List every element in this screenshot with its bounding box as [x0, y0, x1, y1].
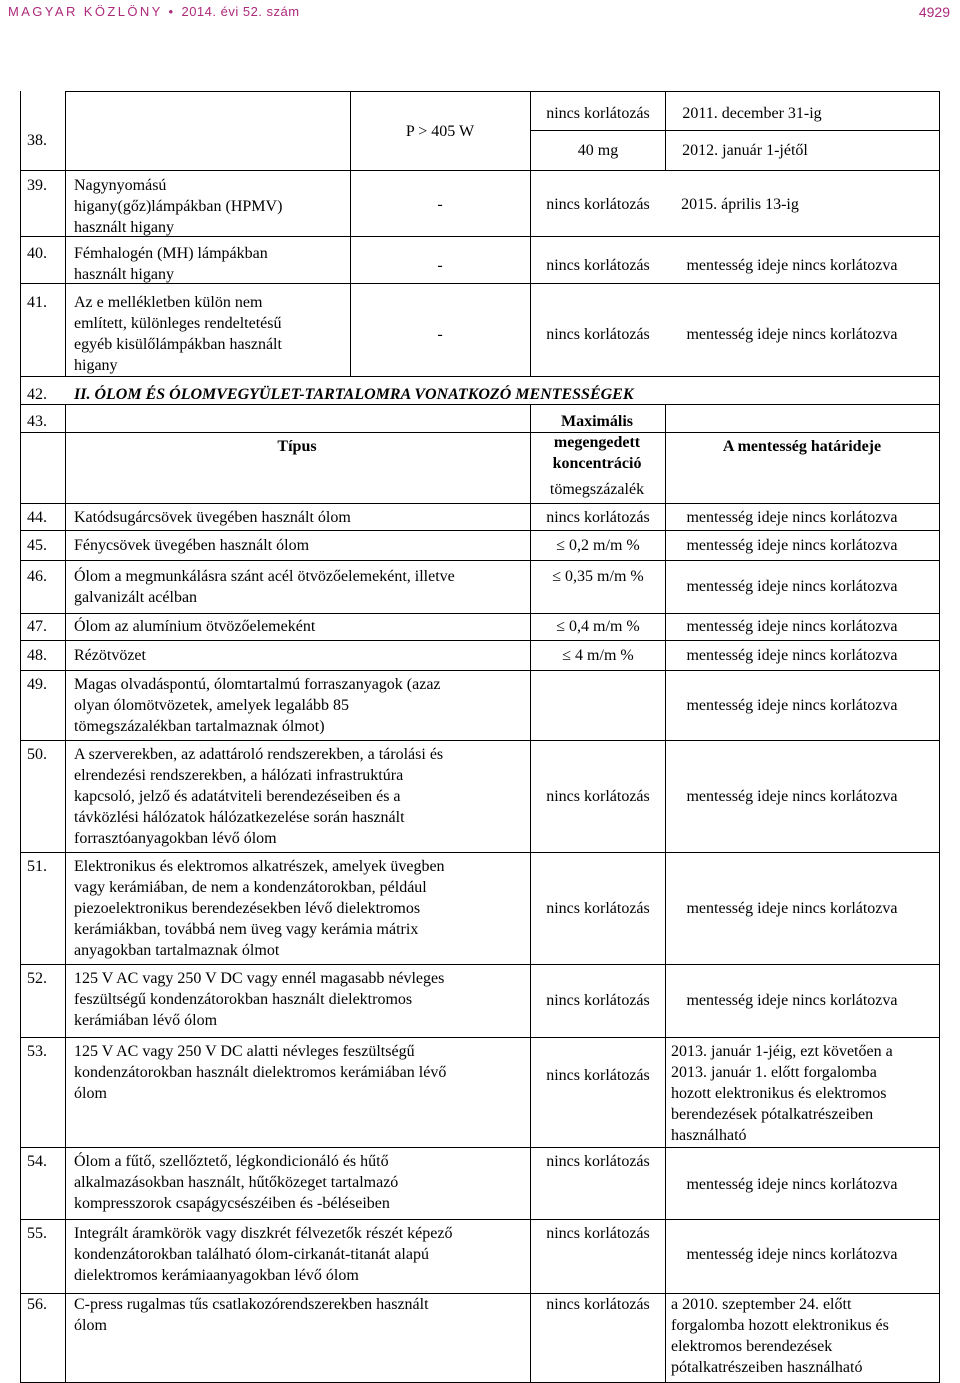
deadline-value: mentesség ideje nincs korlátozva	[686, 326, 898, 343]
deadline-value: mentesség ideje nincs korlátozva	[686, 537, 898, 554]
issue-label: 2014. évi 52. szám	[181, 4, 300, 19]
type-value: -	[437, 257, 443, 274]
column-header-max: koncentráció	[552, 455, 642, 472]
type-value: -	[437, 196, 443, 213]
row-number: 52.	[27, 970, 47, 987]
row-description: A szerverekben, az adattároló rendszerekben, a tárolási és	[74, 746, 444, 763]
row-number: 42.	[27, 386, 47, 403]
row-description: vagy kerámiában, de nem a kondenzátorokban, például	[74, 879, 427, 896]
row-divider	[20, 503, 940, 504]
row-number: 48.	[27, 647, 47, 664]
row-divider	[20, 852, 940, 853]
concentration-value: nincs korlátozás	[546, 509, 650, 526]
page-number: 4929	[918, 4, 950, 20]
deadline-value: pótalkatrészeiben használható	[671, 1359, 863, 1376]
concentration-value: nincs korlátozás	[546, 196, 650, 213]
row-number: 46.	[27, 568, 47, 585]
row-number: 50.	[27, 746, 47, 763]
row-description: Ólom az alumínium ötvözőelemeként	[74, 618, 316, 635]
row-description: kondenzátorokban található ólom-cirkanát-titanát alapú	[74, 1246, 429, 1263]
row-description: Ólom a megmunkálásra szánt acél ötvözőelemeként, illetve	[74, 568, 455, 585]
row-divider	[20, 640, 940, 641]
deadline-value: mentesség ideje nincs korlátozva	[686, 992, 898, 1009]
row-description: alkalmazásokban használt, hűtőközeget tartalmazó	[74, 1174, 399, 1191]
deadline-value: mentesség ideje nincs korlátozva	[686, 618, 898, 635]
row-description: C-press rugalmas tűs csatlakozórendszerekben használt	[74, 1296, 429, 1313]
deadline-value: hozott elektronikus és elektromos	[671, 1085, 887, 1102]
concentration-value: ≤ 0,4 m/m %	[556, 618, 640, 635]
number-column-divider	[65, 91, 66, 376]
row-description: Integrált áramkörök vagy diszkrét félvezetők részét képező	[74, 1225, 453, 1242]
concentration-value: nincs korlátozás	[546, 1067, 650, 1084]
deadline-value: 2012. január 1-jétől	[682, 142, 808, 159]
row-number: 40.	[27, 245, 47, 262]
deadline-value: elektromos berendezések	[671, 1338, 833, 1355]
row-number: 38.	[27, 132, 47, 149]
row-description: elrendezési rendszerekben, a hálózati infrastruktúra	[74, 767, 404, 784]
row-divider	[20, 1037, 940, 1038]
concentration-value: nincs korlátozás	[546, 900, 650, 917]
column-header-deadline: A mentesség határideje	[722, 438, 882, 455]
row-description: Az e mellékletben külön nem	[74, 294, 263, 311]
deadline-value: 2013. január 1. előtt forgalomba	[671, 1064, 877, 1081]
row-description: kerámiában lévő ólom	[74, 1012, 218, 1029]
row-divider	[20, 613, 940, 614]
row-description: olyan ólomötvözetek, amelyek legalább 85	[74, 697, 350, 714]
deadline-value: mentesség ideje nincs korlátozva	[686, 1246, 898, 1263]
row-description: Rézötvözet	[74, 647, 146, 664]
publication-title: MAGYAR KÖZLÖNY	[8, 4, 163, 19]
section-title: II. ÓLOM ÉS ÓLOMVEGYÜLET-TARTALOMRA VONATKOZÓ MENTESSÉGEK	[74, 386, 634, 403]
row-divider	[20, 530, 940, 531]
deadline-value: 2011. december 31-ig	[682, 105, 822, 122]
row-divider	[20, 1147, 940, 1148]
row-number: 53.	[27, 1043, 47, 1060]
row-description: Katódsugárcsövek üvegében használt ólom	[74, 509, 351, 526]
row-description: Magas olvadáspontú, ólomtartalmú forraszanyagok (azaz	[74, 676, 441, 693]
row-number: 44.	[27, 509, 47, 526]
row-description: 125 V AC vagy 250 V DC vagy ennél magasabb névleges	[74, 970, 445, 987]
publication-line	[8, 4, 300, 19]
row-divider	[20, 1219, 940, 1220]
concentration-value: nincs korlátozás	[546, 788, 650, 805]
column-header-unit: tömegszázalék	[549, 481, 645, 498]
concentration-value: nincs korlátozás	[546, 992, 650, 1009]
deadline-value: mentesség ideje nincs korlátozva	[686, 788, 898, 805]
row-number: 55.	[27, 1225, 47, 1242]
row-description: használt higany	[74, 219, 174, 236]
row-number: 51.	[27, 858, 47, 875]
deadline-value: berendezések pótalkatrészeiben	[671, 1106, 874, 1123]
concentration-value: ≤ 0,2 m/m %	[556, 537, 640, 554]
row-description: egyéb kisülőlámpákban használt	[74, 336, 282, 353]
deadline-value: mentesség ideje nincs korlátozva	[686, 257, 898, 274]
row-number: 43.	[27, 413, 47, 430]
row-description: Elektronikus és elektromos alkatrészek, amelyek üvegben	[74, 858, 445, 875]
row-divider	[20, 170, 940, 171]
deadline-value: mentesség ideje nincs korlátozva	[686, 509, 898, 526]
row-number: 56.	[27, 1296, 47, 1313]
deadline-value: mentesség ideje nincs korlátozva	[686, 647, 898, 664]
concentration-value: ≤ 0,35 m/m %	[552, 568, 644, 585]
concentration-value: nincs korlátozás	[546, 257, 650, 274]
row-description: tömegszázalékban tartalmaznak ólmot)	[74, 718, 325, 735]
concentration-value: 40 mg	[577, 142, 619, 159]
row-description: feszültségű kondenzátorokban használt dielektromos	[74, 991, 413, 1008]
deadline-value: a 2010. szeptember 24. előtt	[671, 1296, 852, 1313]
row-description: kapcsoló, jelző és adatátviteli berendezéseiben és a	[74, 788, 401, 805]
row-description: kompresszorok csapágycsészéiben és -béléseiben	[74, 1195, 390, 1212]
row-description: kerámiákban, továbbá nem üveg vagy kerámia mátrix	[74, 921, 419, 938]
deadline-value: forgalomba hozott elektronikus és	[671, 1317, 889, 1334]
concentration-value: nincs korlátozás	[546, 326, 650, 343]
row-description: 125 V AC vagy 250 V DC alatti névleges feszültségű	[74, 1043, 415, 1060]
row-number: 47.	[27, 618, 47, 635]
deadline-value: 2015. április 13-ig	[681, 196, 799, 213]
row-number: 39.	[27, 177, 47, 194]
row-description: Fémhalogén (MH) lámpákban	[74, 245, 268, 262]
row-description: használt higany	[74, 266, 174, 283]
row-number: 49.	[27, 676, 47, 693]
row-description: ólom	[74, 1085, 107, 1102]
row-divider	[20, 376, 940, 377]
left-border	[20, 91, 21, 1383]
concentration-value: nincs korlátozás	[546, 1225, 650, 1242]
row-description: Nagynyomású	[74, 177, 167, 194]
page-header	[0, 0, 960, 30]
row-number: 41.	[27, 294, 47, 311]
row-description: említett, különleges rendeltetésű	[74, 315, 282, 332]
row-description: Fénycsövek üvegében használt ólom	[74, 537, 310, 554]
row-divider	[20, 670, 940, 671]
row-description: galvanizált acélban	[74, 589, 198, 606]
row-description: dielektromos kerámiaanyagokban lévő ólom	[74, 1267, 359, 1284]
concentration-value: nincs korlátozás	[546, 1296, 650, 1313]
concentration-value: ≤ 4 m/m %	[562, 647, 634, 664]
deadline-value: mentesség ideje nincs korlátozva	[686, 578, 898, 595]
row-description: forrasztóanyagokban lévő ólom	[74, 830, 277, 847]
concentration-value: nincs korlátozás	[546, 1153, 650, 1170]
deadline-value: használható	[671, 1127, 747, 1144]
concentration-value: nincs korlátozás	[546, 105, 650, 122]
row-divider	[20, 964, 940, 965]
column-header-max: Maximális	[561, 413, 633, 430]
row-description: higany(gőz)lámpákban (HPMV)	[74, 198, 283, 215]
row-description: kondenzátorokban használt dielektromos kerámiában lévő	[74, 1064, 447, 1081]
deadline-value: 2013. január 1-jéig, ezt követően a	[671, 1043, 893, 1060]
row-number: 54.	[27, 1153, 47, 1170]
row-divider	[20, 740, 940, 741]
row-description: távközlési hálózatok hálózatkezelése során használt	[74, 809, 405, 826]
header-bullet: •	[168, 4, 176, 19]
row-number: 45.	[27, 537, 47, 554]
row-divider	[20, 560, 940, 561]
row-description: higany	[74, 357, 118, 374]
row-description: anyagokban tartalmaznak ólmot	[74, 942, 280, 959]
row-description: ólom	[74, 1317, 107, 1334]
row-description: piezoelektronikus berendezésekben lévő dielektromos	[74, 900, 421, 917]
number-column-divider	[65, 404, 66, 1383]
deadline-value: mentesség ideje nincs korlátozva	[686, 1176, 898, 1193]
column-header-type: Típus	[277, 438, 317, 455]
row-description: Ólom a fűtő, szellőztető, légkondicionáló és hűtő	[74, 1153, 389, 1170]
type-label: P > 405 W	[405, 123, 475, 140]
row-divider	[65, 91, 940, 92]
type-value: -	[437, 326, 443, 343]
deadline-value: mentesség ideje nincs korlátozva	[686, 900, 898, 917]
deadline-value: mentesség ideje nincs korlátozva	[686, 697, 898, 714]
column-header-max: megengedett	[553, 434, 641, 451]
